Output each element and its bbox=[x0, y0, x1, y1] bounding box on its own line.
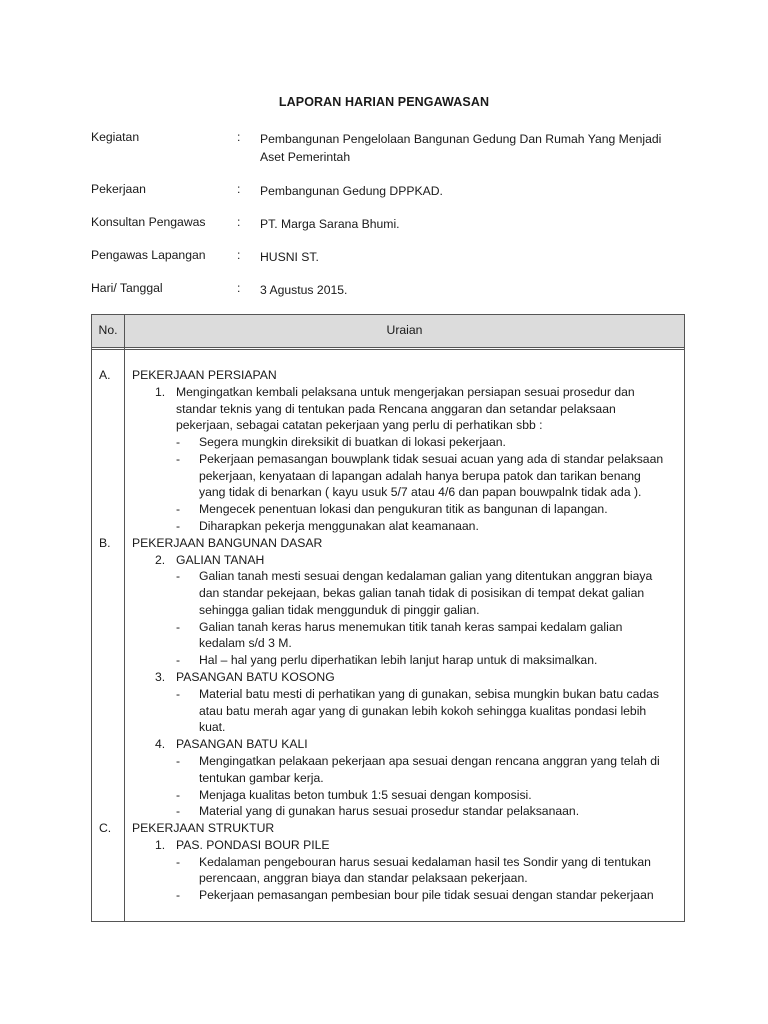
item-number: 3. bbox=[155, 670, 166, 685]
section-number: A. bbox=[99, 368, 111, 382]
document-title: LAPORAN HARIAN PENGAWASAN bbox=[278, 95, 490, 109]
section-heading: PEKERJAAN PERSIAPAN bbox=[132, 368, 277, 382]
uraian-line: dan standar pekejaan, bekas galian tanah tidak di posisikan di tempat dekat galian bbox=[199, 586, 645, 601]
uraian-line: atau batu merah agar yang di gunakan lebih kokoh sehingga kualitas pondasi lebih bbox=[199, 703, 647, 718]
item-number: 2. bbox=[155, 552, 166, 567]
info-value bbox=[260, 281, 688, 299]
info-value bbox=[260, 248, 688, 266]
info-colon: : bbox=[237, 215, 241, 229]
uraian-line: Diharapkan pekerja menggunakan alat keamanaan. bbox=[199, 519, 479, 534]
info-label: Pekerjaan bbox=[91, 182, 146, 196]
item-number: 4. bbox=[155, 737, 166, 752]
info-value bbox=[260, 130, 688, 166]
header-no: No. bbox=[98, 323, 118, 337]
info-label: Hari/ Tanggal bbox=[91, 281, 163, 295]
uraian-line: Galian tanah mesti sesuai dengan kedalaman galian yang ditentukan anggran biaya bbox=[199, 569, 653, 584]
uraian-line: Pekerjaan pemasangan pembesian bour pile tidak sesuai dengan standar pekerjaan bbox=[199, 888, 654, 903]
section-number: B. bbox=[99, 535, 111, 550]
uraian-line: kedalam s/d 3 M. bbox=[199, 636, 292, 651]
uraian-line: PASANGAN BATU KALI bbox=[176, 737, 308, 752]
info-value bbox=[260, 182, 688, 200]
info-label: Konsultan Pengawas bbox=[91, 215, 206, 229]
info-colon: : bbox=[237, 182, 241, 196]
info-value-line: Pembangunan Gedung DPPKAD. bbox=[260, 184, 443, 198]
uraian-line: PASANGAN BATU KOSONG bbox=[176, 670, 335, 685]
table-header bbox=[92, 315, 684, 348]
info-value-line: Aset Pemerintah bbox=[260, 150, 351, 164]
uraian-line: pekerjaan, kenyataan di lapangan adalah hanya berupa patok dan tarikan benang bbox=[199, 468, 641, 483]
uraian-line: Kedalaman pengebouran harus sesuai kedalaman hasil tes Sondir yang di tentukan bbox=[199, 854, 651, 869]
info-value-line: 3 Agustus 2015. bbox=[260, 283, 348, 297]
bullet-marker: - bbox=[176, 519, 181, 534]
info-label: Pengawas Lapangan bbox=[91, 248, 206, 262]
info-value bbox=[260, 215, 688, 233]
bullet-marker: - bbox=[176, 619, 181, 634]
info-colon: : bbox=[237, 248, 241, 262]
uraian-line: Hal – hal yang perlu diperhatikan lebih lanjut harap untuk di maksimalkan. bbox=[199, 653, 598, 668]
bullet-marker: - bbox=[176, 753, 181, 768]
bullet-marker: - bbox=[176, 502, 181, 517]
uraian-line: Mengecek penentuan lokasi dan pengukuran titik as bangunan di lapangan. bbox=[199, 502, 608, 517]
uraian-line: yang tidak di benarkan ( kayu usuk 5/7 atau 4/6 dan papan bouwpalnk tidak ada ). bbox=[199, 485, 642, 500]
header-divider bbox=[92, 349, 684, 350]
section-number: C. bbox=[99, 821, 112, 836]
item-number: 1. bbox=[155, 837, 166, 852]
section-heading: PEKERJAAN BANGUNAN DASAR bbox=[132, 535, 323, 550]
uraian-line: PAS. PONDASI BOUR PILE bbox=[176, 837, 330, 852]
bullet-marker: - bbox=[176, 686, 181, 701]
info-label: Kegiatan bbox=[91, 130, 140, 144]
uraian-line: Material yang di gunakan harus sesuai prosedur standar pelaksanaan. bbox=[199, 804, 580, 819]
bullet-marker: - bbox=[176, 888, 181, 903]
uraian-line: Mengingatkan pelakaan pekerjaan apa sesuai dengan rencana anggran yang telah di bbox=[199, 753, 660, 768]
bullet-marker: - bbox=[176, 653, 181, 668]
uraian-line: Pekerjaan pemasangan bouwplank tidak sesuai acuan yang ada di standar pelaksaan bbox=[199, 451, 664, 466]
header-uraian: Uraian bbox=[386, 323, 423, 337]
bullet-marker: - bbox=[176, 569, 181, 584]
item-number: 1. bbox=[155, 384, 166, 399]
uraian-line: pekerjaan, sebagai catatan pekerjaan yang perlu di perhatikan sbb : bbox=[176, 418, 543, 433]
bullet-marker: - bbox=[176, 804, 181, 819]
info-colon: : bbox=[237, 281, 241, 295]
report-table bbox=[91, 314, 685, 922]
uraian-line: Segera mungkin direksikit di buatkan di lokasi pekerjaan. bbox=[199, 435, 506, 450]
uraian-line: sehingga galian tidak menggunduk di pinggir galian. bbox=[199, 602, 480, 617]
uraian-line: kuat. bbox=[199, 720, 226, 735]
column-divider bbox=[124, 315, 125, 921]
bullet-marker: - bbox=[176, 435, 181, 450]
info-value-line: HUSNI ST. bbox=[260, 250, 319, 264]
info-value-line: Pembangunan Pengelolaan Bangunan Gedung Dan Rumah Yang Menjadi bbox=[260, 132, 662, 146]
uraian-line: perencaan, anggran biaya dan standar pelaksaan pekerjaan. bbox=[199, 871, 528, 886]
info-value-line: PT. Marga Sarana Bhumi. bbox=[260, 217, 400, 231]
uraian-line: Menjaga kualitas beton tumbuk 1:5 sesuai dengan komposisi. bbox=[199, 787, 532, 802]
uraian-line: Material batu mesti di perhatikan yang di gunakan, sebisa mungkin bukan batu cadas bbox=[199, 686, 660, 701]
bullet-marker: - bbox=[176, 451, 181, 466]
uraian-line: GALIAN TANAH bbox=[176, 552, 265, 567]
uraian-line: tentukan gambar kerja. bbox=[199, 770, 324, 785]
info-colon: : bbox=[237, 130, 241, 144]
uraian-line: Mengingatkan kembali pelaksana untuk mengerjakan persiapan sesuai prosedur dan bbox=[176, 384, 635, 399]
bullet-marker: - bbox=[176, 787, 181, 802]
bullet-marker: - bbox=[176, 854, 181, 869]
section-heading: PEKERJAAN STRUKTUR bbox=[132, 821, 275, 836]
uraian-line: standar teknis yang di tentukan pada Rencana anggaran dan setandar pelaksaan bbox=[176, 401, 616, 416]
uraian-line: Galian tanah keras harus menemukan titik tanah keras sampai kedalam galian bbox=[199, 619, 623, 634]
